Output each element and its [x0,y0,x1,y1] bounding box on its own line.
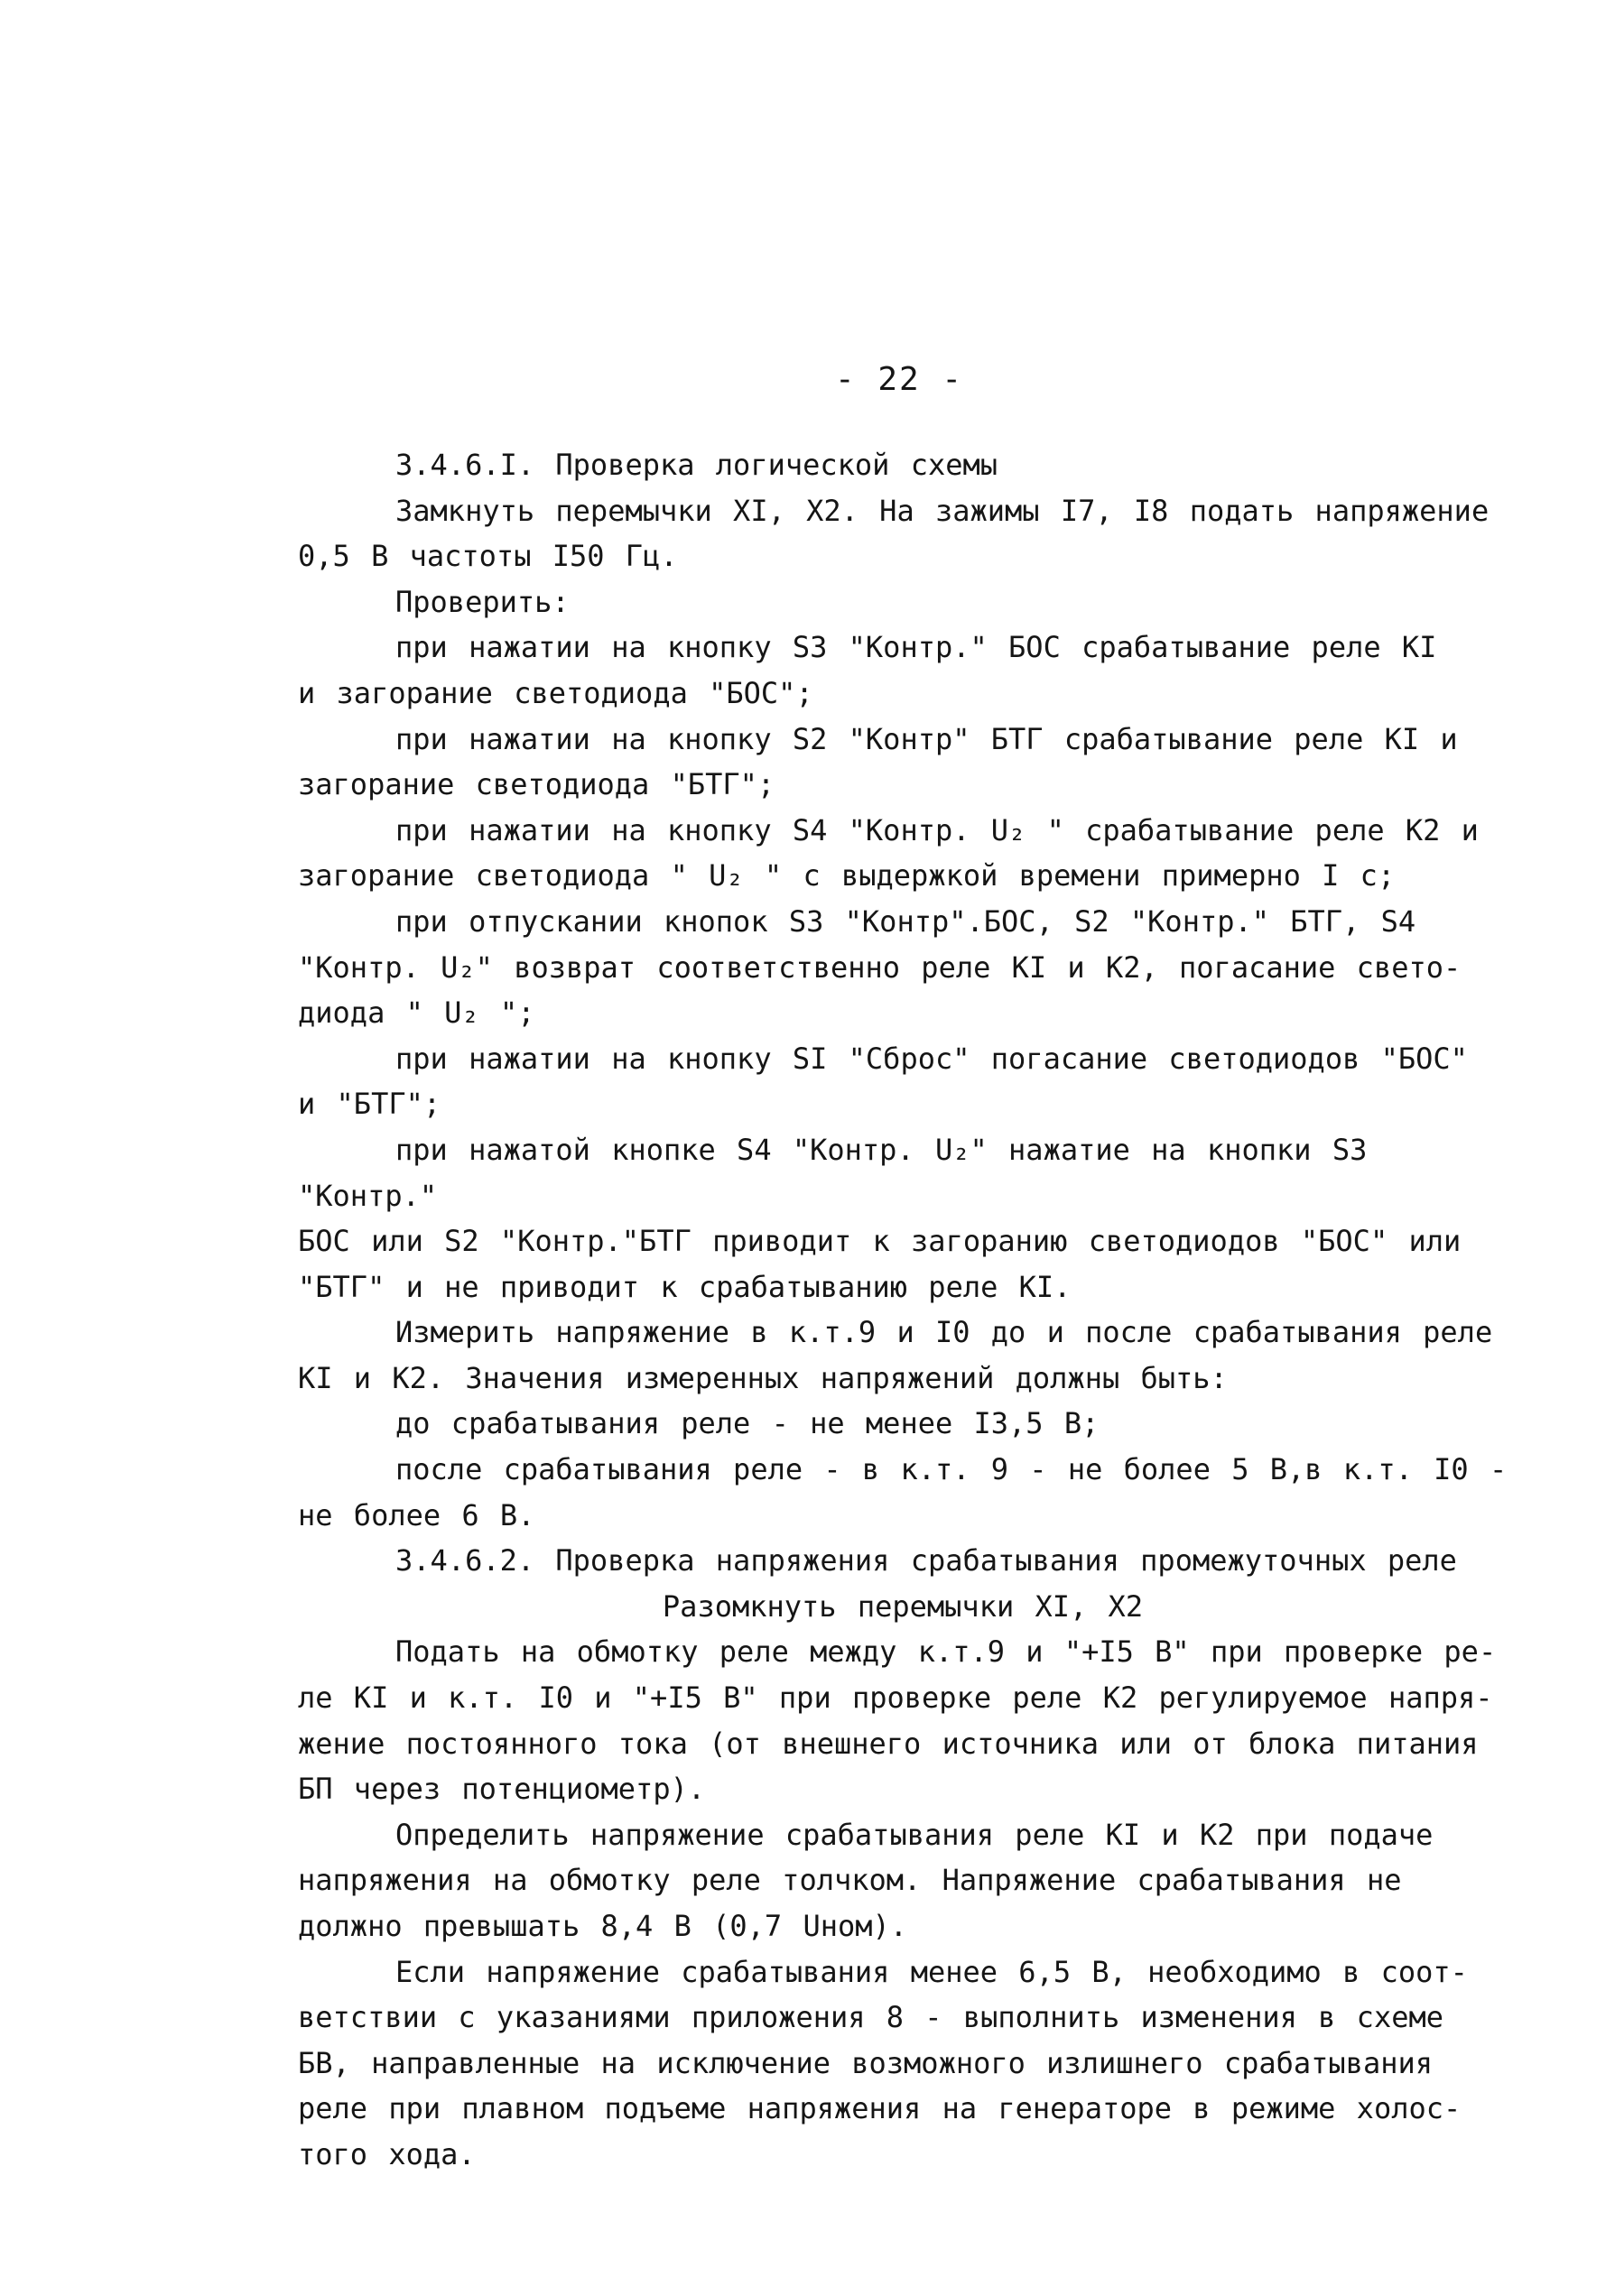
line-23: не более 6 В. [298,1497,535,1532]
line-36: реле при плавном подъеме напряжения на генераторе в режиме холос- [298,2091,1462,2126]
line-22: после срабатывания реле - в к.т. 9 - не более 5 В,в к.т. I0 - [395,1452,1508,1487]
line-18: "БТГ" и не приводит к срабатыванию реле KI. [298,1269,1072,1304]
line-35: БВ, направленные на исключение возможного излишнего срабатывания [298,2045,1433,2080]
line-37: того хода. [298,2136,476,2171]
line-32: должно превышать 8,4 В (0,7 Uном). [298,1909,908,1943]
line-7: при нажатии на кнопку S2 "Контр" БТГ срабатывание реле KI и [395,721,1458,756]
line-30: Определить напряжение срабатывания реле KI и K2 при подаче [395,1817,1434,1852]
line-1: 3.4.6.I. Проверка логической схемы [395,448,998,482]
line-14: при нажатии на кнопку SI "Сброс" погасание светодиодов "БОС" [395,1041,1468,1076]
line-19: Измерить напряжение в к.т.9 и I0 до и после срабатывания реле [395,1315,1493,1350]
line-29: БП через потенциометр). [298,1772,706,1807]
line-33: Если напряжение срабатывания менее 6,5 В, необходимо в соот- [395,1954,1468,1989]
line-16: при нажатой кнопке S4 "Контр. U₂" нажатие на кнопки S3 "Контр." [298,1132,1388,1213]
line-28: жение постоянного тока (от внешнего источника или от блока питания [298,1726,1479,1761]
line-2: Замкнуть перемычки XI, X2. На зажимы I7, I8 подать напряжение [395,493,1490,528]
line-13: диода " U₂ "; [298,995,535,1031]
line-24: 3.4.6.2. Проверка напряжения срабатывания промежуточных реле [395,1543,1457,1578]
line-6: и загорание светодиода "БОС"; [298,675,813,710]
line-15: и "БТГ"; [298,1087,441,1122]
line-11: при отпускании кнопок S3 "Контр".БОС, S2 "Контр." БТГ, S4 [395,903,1416,939]
line-5: при нажатии на кнопку S3 "Контр." БОС срабатывание реле KI [395,630,1437,665]
line-12: "Контр. U₂" возврат соответственно реле KI и K2, погасание свето- [298,949,1462,985]
line-26: Подать на обмотку реле между к.т.9 и "+I5 В" при проверке ре- [395,1634,1497,1670]
line-9: при нажатии на кнопку S4 "Контр. U₂ " срабатывание реле K2 и [395,812,1479,847]
line-8: загорание светодиода "БТГ"; [298,767,775,802]
line-25: Разомкнуть перемычки XI, X2 [662,1588,1144,1624]
line-3: 0,5 В частоты I50 Гц. [298,539,678,574]
document-body [298,442,1508,2178]
line-4: Проверить: [395,584,570,619]
line-21: до срабатывания реле - не менее I3,5 В; [395,1406,1100,1441]
line-34: ветствии с указаниями приложения 8 - выполнить изменения в схеме [298,2000,1443,2035]
line-20: KI и K2. Значения измеренных напряжений должны быть: [298,1360,1228,1395]
page-number: - 22 - [835,361,964,398]
line-31: напряжения на обмотку реле толчком. Напряжение срабатывания не [298,1863,1402,1898]
line-17: БОС или S2 "Контр."БТГ приводит к загоранию светодиодов "БОС" или [298,1224,1462,1259]
line-27: ле KI и к.т. I0 и "+I5 В" при проверке реле K2 регулируемое напря- [298,1680,1493,1716]
line-10: загорание светодиода " U₂ " с выдержкой времени примерно I с; [298,858,1396,893]
